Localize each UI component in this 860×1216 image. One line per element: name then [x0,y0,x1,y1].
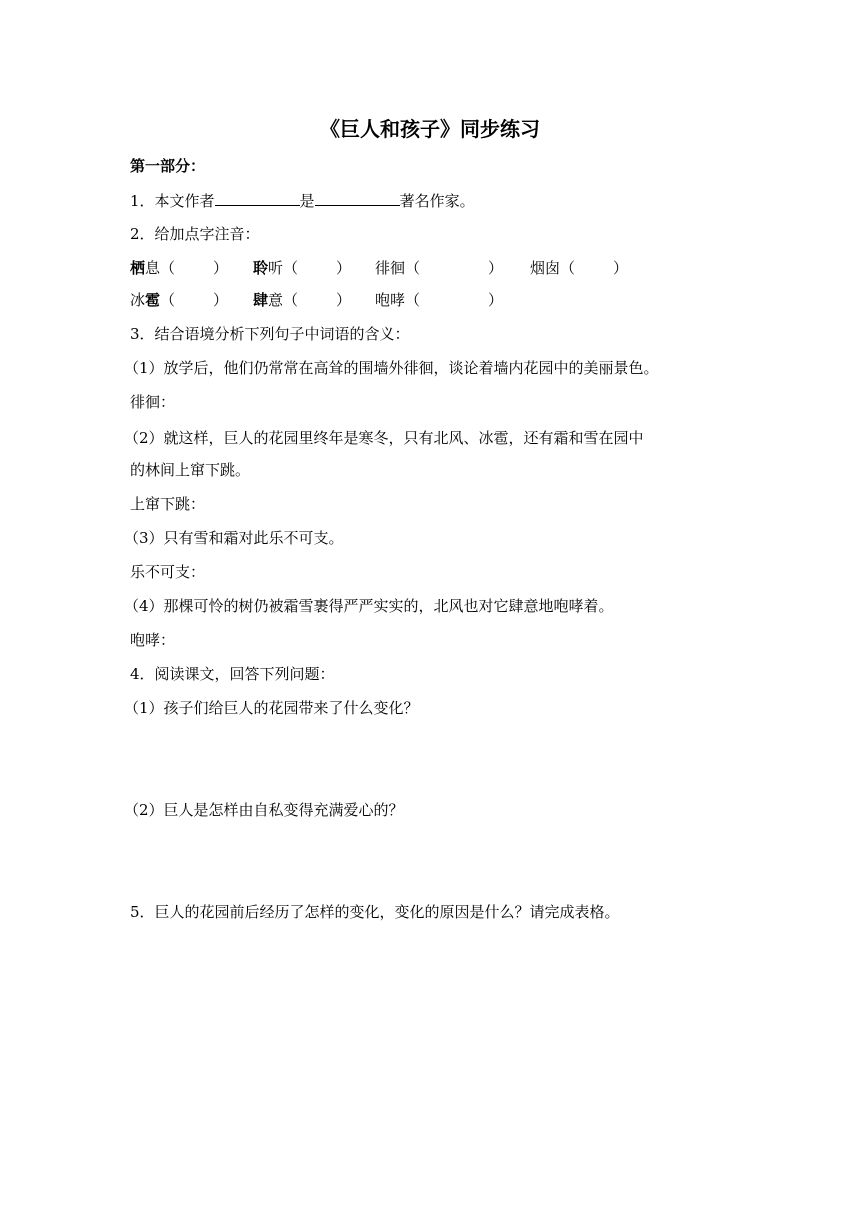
question-1 [130,190,475,211]
question-2-row-1 [130,258,628,278]
q3-sentence-3: （3）只有雪和霜对此乐不可支。 [124,529,344,547]
q4-sentence-2: （2）巨人是怎样由自私变得充满爱心的？ [124,801,404,819]
q1-text-c: 著名作家。 [399,192,475,210]
pinyin-item: 聆听（ ） [253,259,352,277]
q1-blank-nationality[interactable] [315,190,400,206]
q3-word-1: 徘徊： [130,393,176,411]
section-heading: 第一部分： [130,157,206,175]
q3-word-4: 咆哮： [130,631,176,649]
question-2-label: 2．给加点字注音： [130,225,260,243]
pinyin-item: 徘徊（ ） [375,259,504,277]
q3-sentence-2: （2）就这样，巨人的花园里终年是寒冬，只有北风、冰雹，还有霜和雪在园中 [124,429,644,447]
q3-word-2: 上窜下跳： [130,495,206,513]
q3-sentence-1: （1）放学后，他们仍常常在高耸的围墙外徘徊，谈论着墙内花园中的美丽景色。 [124,359,659,377]
q3-word-3: 乐不可支： [130,563,206,581]
q3-sentence-2-cont: 的林间上窜下跳。 [130,461,251,479]
pinyin-item: 栖息（ ） [130,259,229,277]
pinyin-item: 肆意（ ） [253,291,352,309]
question-4-label: 4．阅读课文，回答下列问题： [130,665,335,683]
q1-blank-author[interactable] [215,190,300,206]
pinyin-item: 烟囱（ ） [530,259,629,277]
q1-text-a: 1．本文作者 [130,192,215,210]
pinyin-item: 冰雹（ ） [130,291,229,309]
q4-sentence-1: （1）孩子们给巨人的花园带来了什么变化？ [124,699,419,717]
q3-sentence-4: （4）那棵可怜的树仍被霜雪裹得严严实实的，北风也对它肆意地咆哮着。 [124,597,614,615]
question-3-label: 3．结合语境分析下列句子中词语的含义： [130,325,410,343]
q1-text-b: 是 [299,192,315,210]
page-title: 《巨人和孩子》同步练习 [320,117,540,141]
pinyin-item: 咆哮（ ） [375,291,504,309]
question-2-row-2 [130,290,503,310]
question-5: 5．巨人的花园前后经历了怎样的变化，变化的原因是什么？请完成表格。 [130,903,620,921]
